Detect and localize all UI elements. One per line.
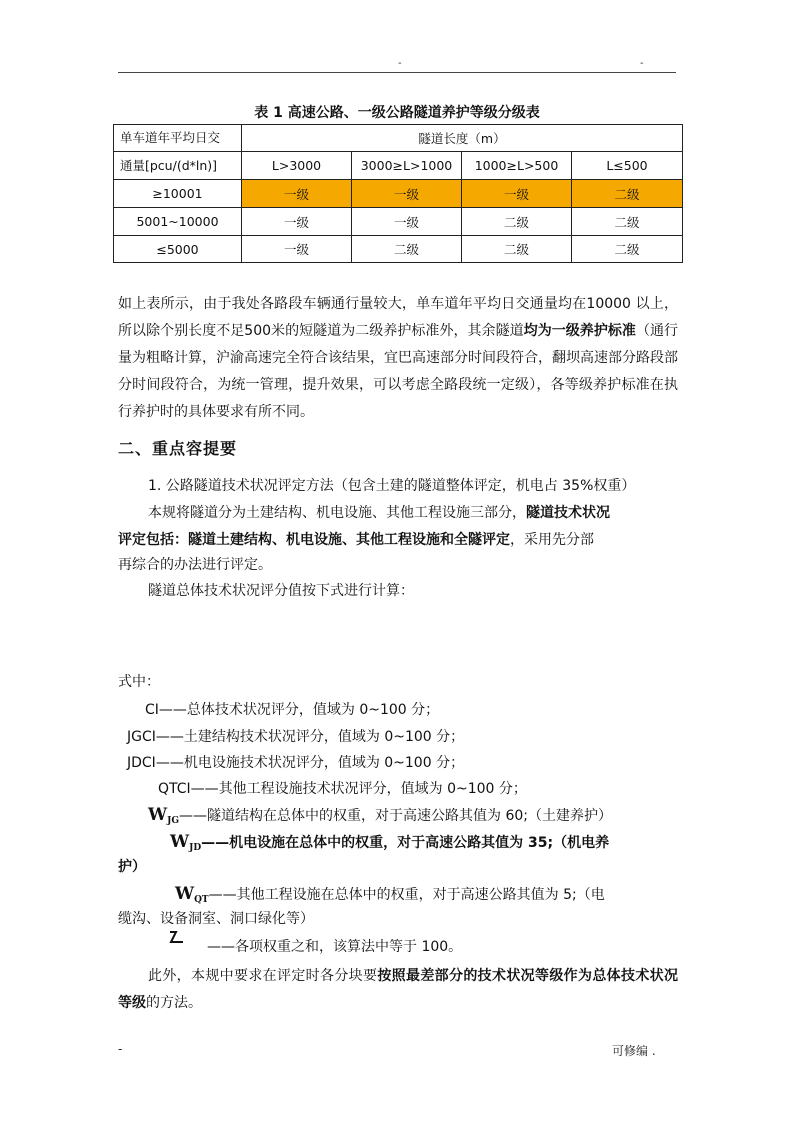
item-line — [118, 527, 594, 553]
def-text: ——机电设施在总体中的权重，对于高速公路其值为 35;（机电养 — [201, 835, 610, 851]
row-label: ≥10001 — [114, 180, 242, 208]
row-header-line2: 通量[pcu/(d*ln)] — [114, 152, 242, 180]
final-text: 的方法。 — [146, 995, 202, 1011]
paragraph-final — [118, 963, 678, 1017]
table-row — [114, 236, 683, 263]
header-mark-left: - — [398, 58, 402, 69]
final-text: 此外，本规中要求在评定时各分块要 — [148, 968, 378, 984]
weight-symbol-sub: JD — [189, 843, 202, 853]
section-title: 二、重点容提要 — [118, 439, 238, 458]
paragraph-summary — [118, 291, 678, 426]
table-row — [114, 208, 683, 236]
column-header: L>3000 — [242, 152, 352, 180]
table-cell: 二级 — [572, 236, 683, 263]
item-bold-text: 评定包括：隧道土建结构、机电设施、其他工程设施和全隧评定 — [118, 532, 510, 548]
paragraph-bold-text: 均为一级养护标准 — [523, 323, 636, 339]
table-cell: 一级 — [242, 236, 352, 263]
table-cell: 二级 — [352, 236, 462, 263]
paragraph-text: 如上表所示，由于我处各路段车辆通行量较大，单车道年平均日交通量均在10000 以上，所以除个别长度不足500米的短隧道为二级养护标准外，其余隧道 — [118, 296, 678, 339]
row-label: 5001~10000 — [114, 208, 242, 236]
item-bold-text: 隧道技术状况 — [526, 505, 610, 521]
table-cell: 二级 — [462, 208, 572, 236]
weight-symbol-wqt — [175, 884, 209, 904]
table-cell: 一级 — [462, 180, 572, 208]
def-text: ——其他工程设施在总体中的权重，对于高速公路其值为 5;（电 — [208, 887, 605, 903]
weight-symbol-letter: W — [170, 832, 190, 852]
def-jgci: JGCI——土建结构技术状况评分，值域为 0~100 分； — [127, 729, 465, 745]
def-ci: CI——总体技术状况评分，值域为 0~100 分； — [145, 702, 440, 718]
table-row — [114, 180, 683, 208]
def-qtci: QTCI——其他工程设施技术状况评分，值域为 0~100 分； — [158, 781, 527, 797]
footer-left: - — [118, 1042, 123, 1056]
weight-symbol-sub: QT — [194, 895, 209, 905]
weight-symbol-letter: W — [148, 805, 168, 825]
item-line — [148, 500, 610, 526]
weight-symbol-wjd — [170, 832, 201, 852]
def-text: ——隧道结构在总体中的权重，对于高速公路其值为 60;（土建养护） — [179, 808, 613, 824]
def-wjd — [170, 829, 609, 861]
where-label: 式中： — [118, 674, 160, 690]
def-jdci: JDCI——机电设施技术状况评分，值域为 0~100 分； — [127, 755, 465, 771]
final-bold-text: 按照最差部分的技术状况等级作为总体 — [377, 968, 622, 984]
item-title: 1. 公路隧道技术状况评定方法（包含土建的隧道整体评定，机电占 35%权重） — [148, 478, 636, 494]
item-line: 再综合的办法进行评定。 — [118, 557, 272, 573]
table-cell: 一级 — [242, 180, 352, 208]
table-cell: 一级 — [242, 208, 352, 236]
column-header: 3000≥L>1000 — [352, 152, 462, 180]
table-cell: 二级 — [462, 236, 572, 263]
column-header: L≤500 — [572, 152, 683, 180]
grading-table — [113, 124, 683, 263]
final-bold-text: 技术状况等级 — [118, 968, 679, 1011]
weight-symbol-sub: JG — [167, 816, 180, 826]
item-text: ，采用先分部 — [510, 532, 594, 548]
item-line: 隧道总体技术状况评分值按下式进行计算： — [148, 583, 414, 599]
table-caption: 表 1 高速公路、一级公路隧道养护等级分级表 — [254, 105, 540, 121]
table-cell: 二级 — [572, 180, 683, 208]
weight-symbol-wjg — [148, 805, 179, 825]
table-cell: 一级 — [352, 180, 462, 208]
table-cell: 二级 — [572, 208, 683, 236]
row-header-line1: 单车道年平均日交 — [114, 125, 242, 152]
row-label: ≤5000 — [114, 236, 242, 263]
def-wjd-cont: 护） — [118, 859, 146, 875]
col-group-header: 隧道长度（m） — [242, 125, 683, 152]
def-sum: ——各项权重之和，该算法中等于 100。 — [207, 939, 463, 955]
table-cell: 一级 — [352, 208, 462, 236]
weight-symbol-letter: W — [175, 884, 195, 904]
sigma-symbol-icon — [165, 930, 187, 944]
def-wqt-cont: 缆沟、设备洞室、洞口绿化等） — [118, 911, 314, 927]
header-rule — [118, 72, 676, 73]
item-text: 本规将隧道分为土建结构、机电设施、其他工程设施三部分， — [148, 505, 526, 521]
footer-right: 可修编 . — [612, 1044, 656, 1058]
paragraph-text: （通行量为粗略计算，沪渝高速完全符合该结果，宜巴高速部分时间段符合，翻坝高速部分路段部分时间段符合，为统一管理，提升效果，可以考虑全路段统一定级），各等级养护标准在执行养护时的具体要求有所不同。 — [118, 323, 679, 420]
header-mark-right: - — [640, 58, 644, 69]
column-header: 1000≥L>500 — [462, 152, 572, 180]
